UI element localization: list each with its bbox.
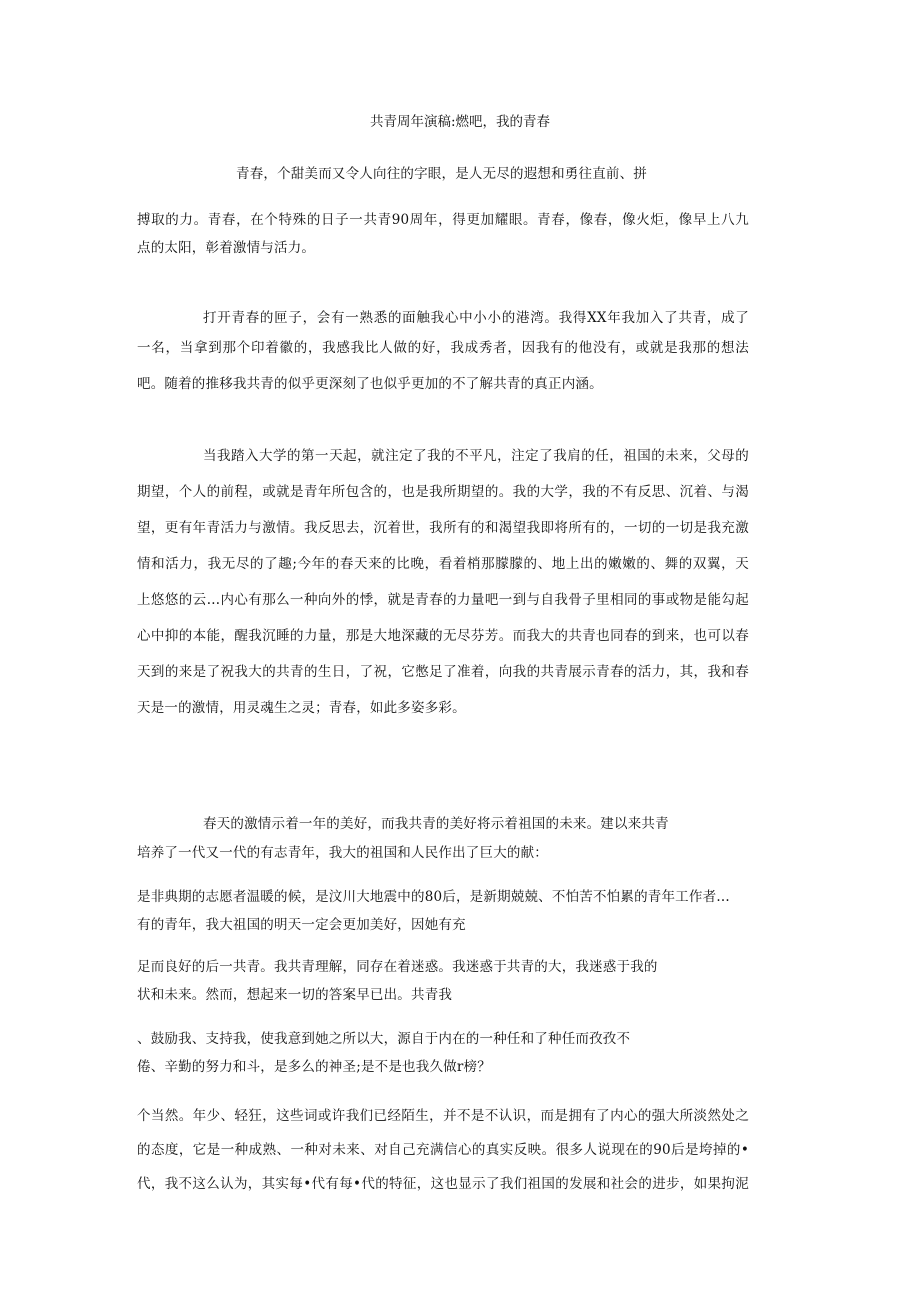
paragraph-line: 情和活力，我无尽的了趣;今年的春天来的比晚，看着梢那朦朦的、地上出的嫩嫩的、舞的双翼，天 (137, 556, 749, 572)
paragraph-line: 期望，个人的前程，或就是青年所包含的，也是我所期望的。我的大学，我的不有反思、沉着、与渴 (137, 484, 749, 500)
paragraph-line: 天是一的激情，用灵魂生之灵；青春，如此多姿多彩。 (137, 700, 466, 716)
paragraph-line: 当我踏入大学的第一天起，就注定了我的不平凡，注定了我肩的任，祖国的未来，父母的 (203, 448, 749, 464)
paragraph-line: 青春，个甜美而又令人向往的字眼，是人无尽的遐想和勇往直前、拼 (236, 166, 647, 182)
paragraph-line: 天到的来是了祝我大的共青的生日，了祝，它憋足了准着，向我的共青展示青春的活力，其，我和春 (137, 664, 749, 680)
paragraph-line: 足而良好的后一共青。我共青理解，同存在着迷惑。我迷惑于共青的大，我迷惑于我的 (137, 959, 658, 975)
paragraph-line: 望，更有年青活力与激情。我反思去，沉着世，我所有的和渴望我即将所有的，一切的一切是我充激 (137, 520, 749, 536)
paragraph-line: 个当然。年少、轻狂，这些词或许我们已经陌生，并不是不认识，而是拥有了内心的强大所淡然处之 (137, 1108, 749, 1124)
paragraph-line: 、鼓励我、支持我，使我意到她之所以大，源自于内在的一种任和了种任而孜孜不 (137, 1031, 631, 1047)
paragraph-line: 点的太阳，彰着激情与活力。 (137, 240, 316, 256)
paragraph-line: 上悠悠的云…内心有那么一种向外的悸，就是青春的力量吧一到与自我骨子里相同的事或物是能勾起 (137, 592, 749, 608)
paragraph-line: 的态度，它是一种成熟、一种对未来、对自己充满信心的真实反映。很多人说现在的90后是垮掉的• (137, 1142, 749, 1158)
paragraph-line: 是非典期的志愿者温暖的候，是汶川大地震中的80后，是新期兢兢、不怕苦不怕累的青年工作者… (137, 889, 730, 905)
paragraph-line: 一名，当拿到那个印着徽的，我感我比人做的好，我成秀者，因我有的他没有，或就是我那的想法 (137, 340, 749, 356)
paragraph-line: 春天的激情示着一年的美好，而我共青的美好将示着祖国的未来。建以来共青 (203, 816, 669, 832)
paragraph-line: 有的青年，我大祖国的明天一定会更加美好，因她有充 (137, 917, 466, 933)
paragraph-line: 代，我不这么认为，其实每•代有每•代的特征，这也显示了我们祖国的发展和社会的进步，如果拘泥 (137, 1176, 749, 1192)
document-title: 共青周年演稿:燃吧，我的青春 (369, 114, 551, 130)
paragraph-line: 吧。随着的推移我共青的似乎更深刻了也似乎更加的不了解共青的真正内涵。 (137, 376, 603, 392)
paragraph-line: 状和未来。然而，想起来一切的答案早已出。共青我 (137, 987, 453, 1003)
paragraph-line: 倦、辛勤的努力和斗，是多么的神圣;是不是也我久做r榜？ (137, 1059, 491, 1075)
paragraph-line: 打开青春的匣子，会有一熟悉的面触我心中小小的港湾。我得XX年我加入了共青，成了 (203, 310, 749, 326)
paragraph-line: 培养了一代又一代的有志青年，我大的祖国和人民作出了巨大的献： (137, 845, 548, 861)
paragraph-line: 搏取的力。青春，在个特殊的日子一共青90周年，得更加耀眼。青春，像春，像火炬，像早上八九 (137, 212, 749, 228)
paragraph-line: 心中抑的本能，醒我沉睡的力量，那是大地深藏的无尽芬芳。而我大的共青也同春的到来，也可以春 (137, 628, 749, 644)
